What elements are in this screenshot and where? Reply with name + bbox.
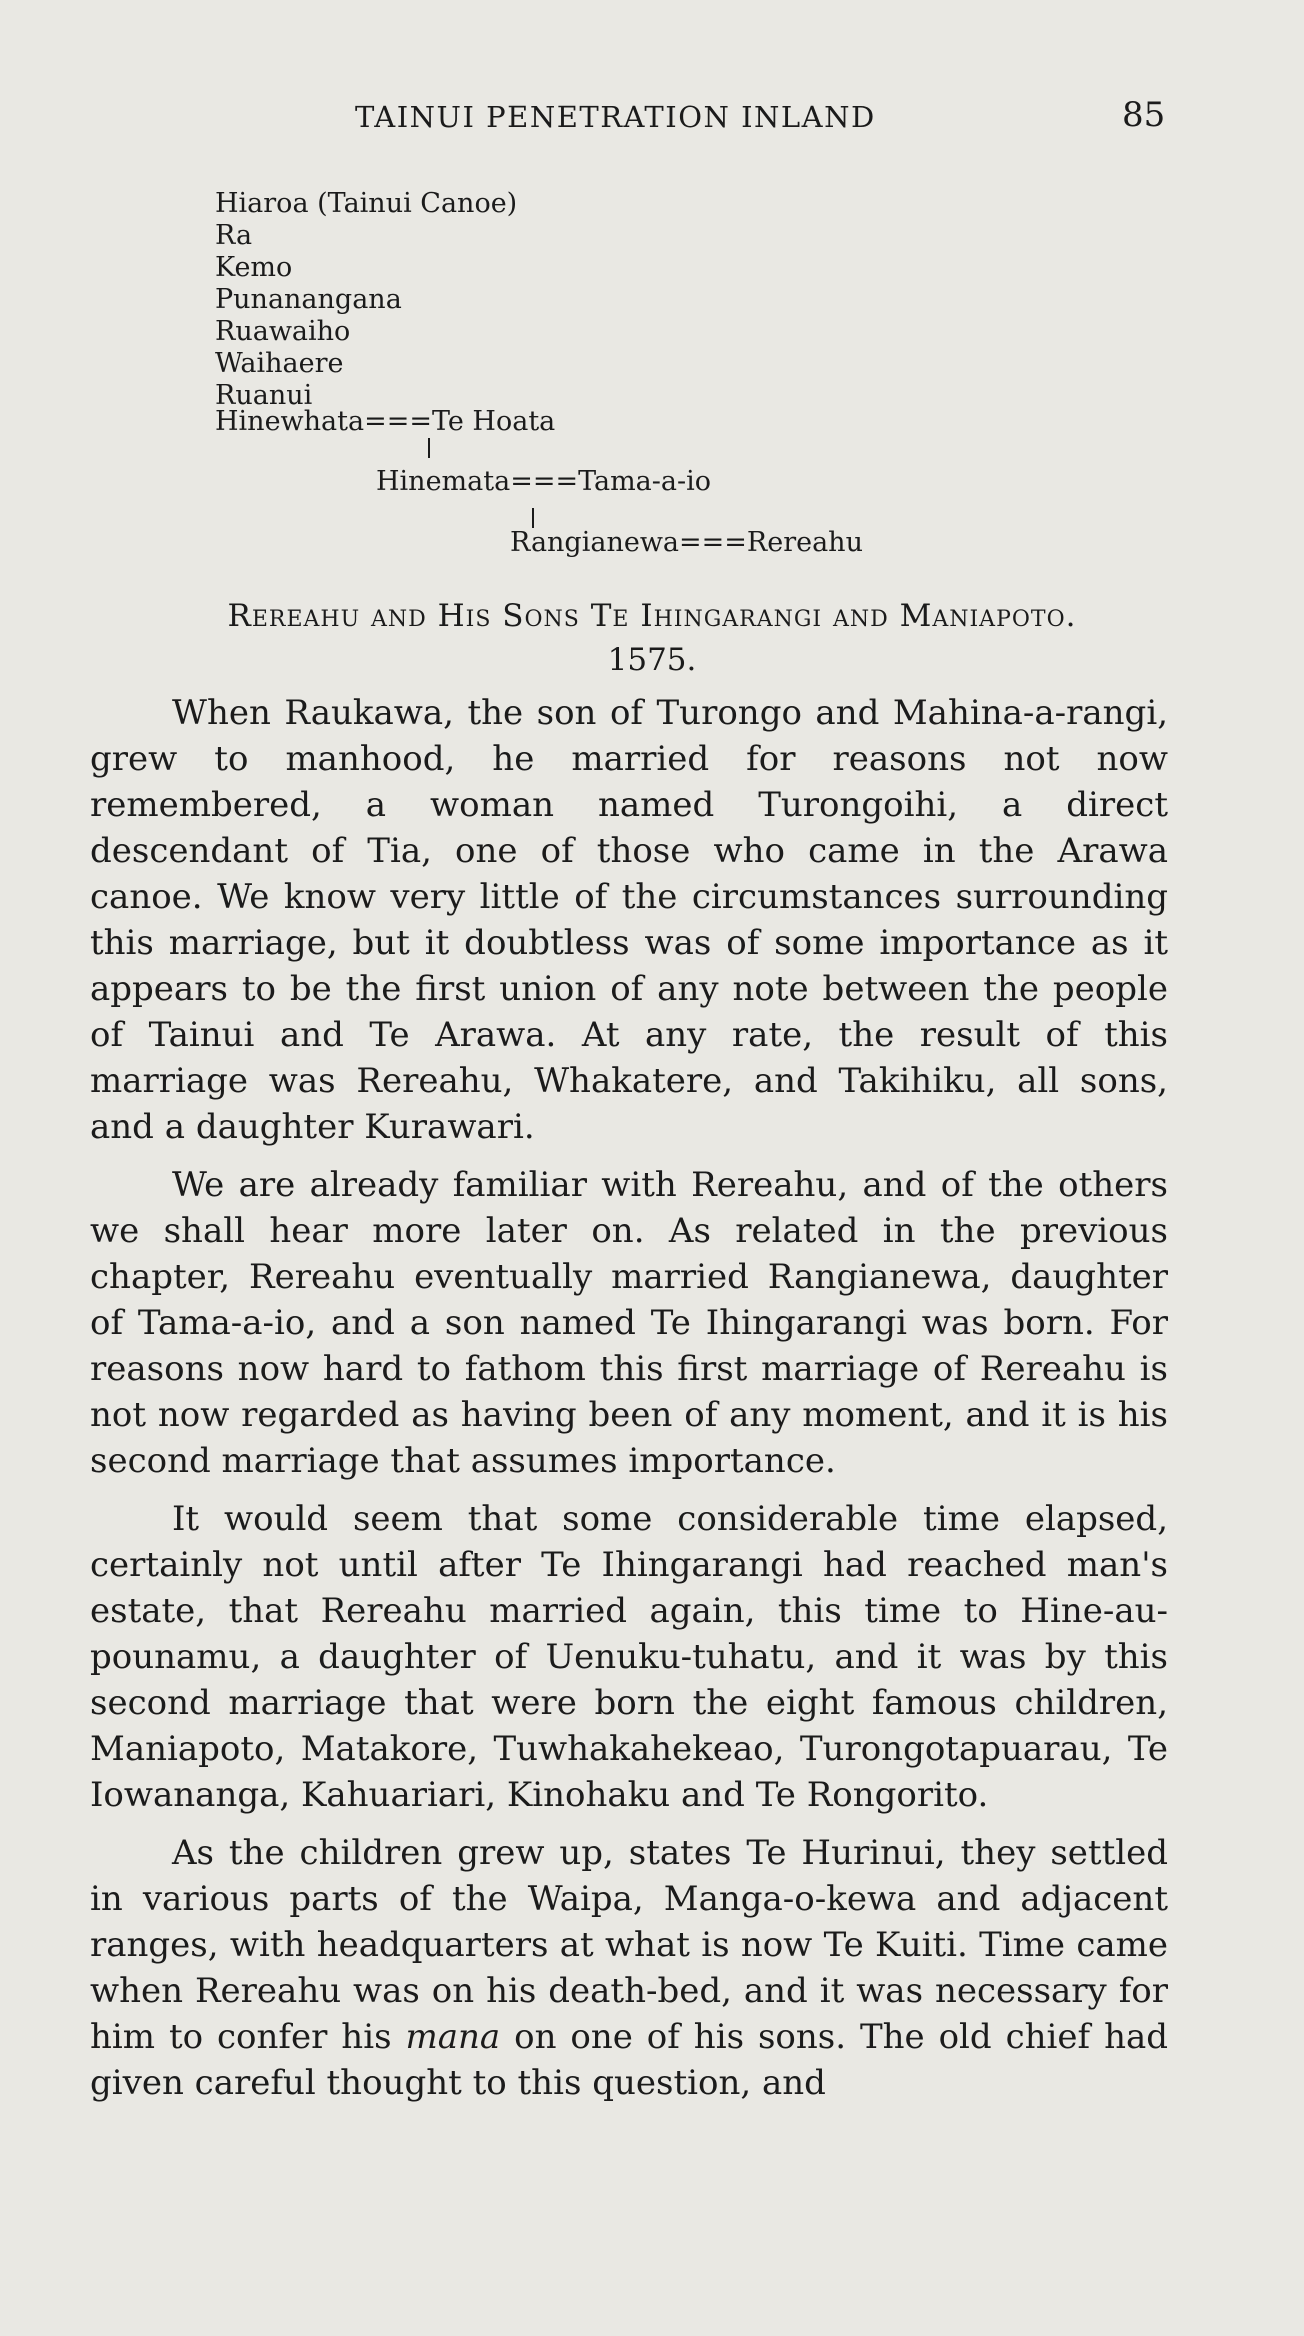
descent-line <box>428 438 430 458</box>
section-heading <box>0 594 1304 682</box>
running-title: TAINUI PENETRATION INLAND <box>355 100 876 134</box>
descent-line <box>532 508 534 528</box>
page-number: 85 <box>1122 95 1166 135</box>
paragraph: It would seem that some considerable time elapsed, certainly not until after Te Ihingarangi had reached man's estate, that Rereahu married again, this time to Hine-au-pounamu, a daughter of Uenuku-tuhatu, and it was by this second marriage that were born the eight famous children, Maniapoto, Matakore, Tuwhakahekeao, Turongotapuarau, Te Iowananga, Kahuariari, Kinohaku and Te Rongorito. <box>90 1499 1168 1815</box>
genealogy-line: Hinewhata===Te Hoata <box>215 406 556 437</box>
italic-term: mana <box>405 2017 501 2057</box>
paragraph <box>90 1830 1168 2106</box>
genealogy-line: Ruawaiho <box>215 316 351 347</box>
genealogy-line: Ruanui <box>215 380 313 411</box>
genealogy-line: Hinemata===Tama-a-io <box>376 466 712 497</box>
genealogy-line: Waihaere <box>215 348 344 379</box>
genealogy-line: Rangianewa===Rereahu <box>510 527 863 558</box>
genealogy-line: Punanangana <box>215 284 402 315</box>
paragraph: We are already familiar with Rereahu, and of the others we shall hear more later on. As related in the previous chapter, Rereahu eventually married Rangianewa, daughter of Tama-a-io, and a son named Te Ihingarangi was born. For reasons now hard to fathom this first marriage of Rereahu is not now regarded as having been of any moment, and it is his second marriage that assumes importance. <box>90 1165 1168 1481</box>
paragraph-text: As the children grew up, states Te Hurinui, they settled in various parts of the Waipa, Manga-o-kewa and adjacent ranges, with headquarters at what is now Te Kuiti. Time came when Rereahu was on his death-bed, and it was necessary for him to confer his <box>90 1833 1168 2057</box>
section-title: Rereahu and His Sons Te Ihingarangi and Maniapoto. <box>227 598 1077 634</box>
genealogy-line: Ra <box>215 220 253 251</box>
paragraph: When Raukawa, the son of Turongo and Mahina-a-rangi, grew to manhood, he married for reasons not now remembered, a woman named Turongoihi, a direct descendant of Tia, one of those who came in the Arawa canoe. We know very little of the circumstances surrounding this marriage, but it doubtless was of some importance as it appears to be the first union of any note between the people of Tainui and Te Arawa. At any rate, the result of this marriage was Rereahu, Whakatere, and Takihiku, all sons, and a daughter Kurawari. <box>90 693 1168 1147</box>
section-year: 1575. <box>607 642 697 678</box>
body-text <box>90 690 1168 2106</box>
genealogy-line: Hiaroa (Tainui Canoe) <box>215 188 518 219</box>
paragraph-text: on one of his sons. The old chief had given careful thought to this question, and <box>90 2017 1169 2103</box>
genealogy-line: Kemo <box>215 252 293 283</box>
